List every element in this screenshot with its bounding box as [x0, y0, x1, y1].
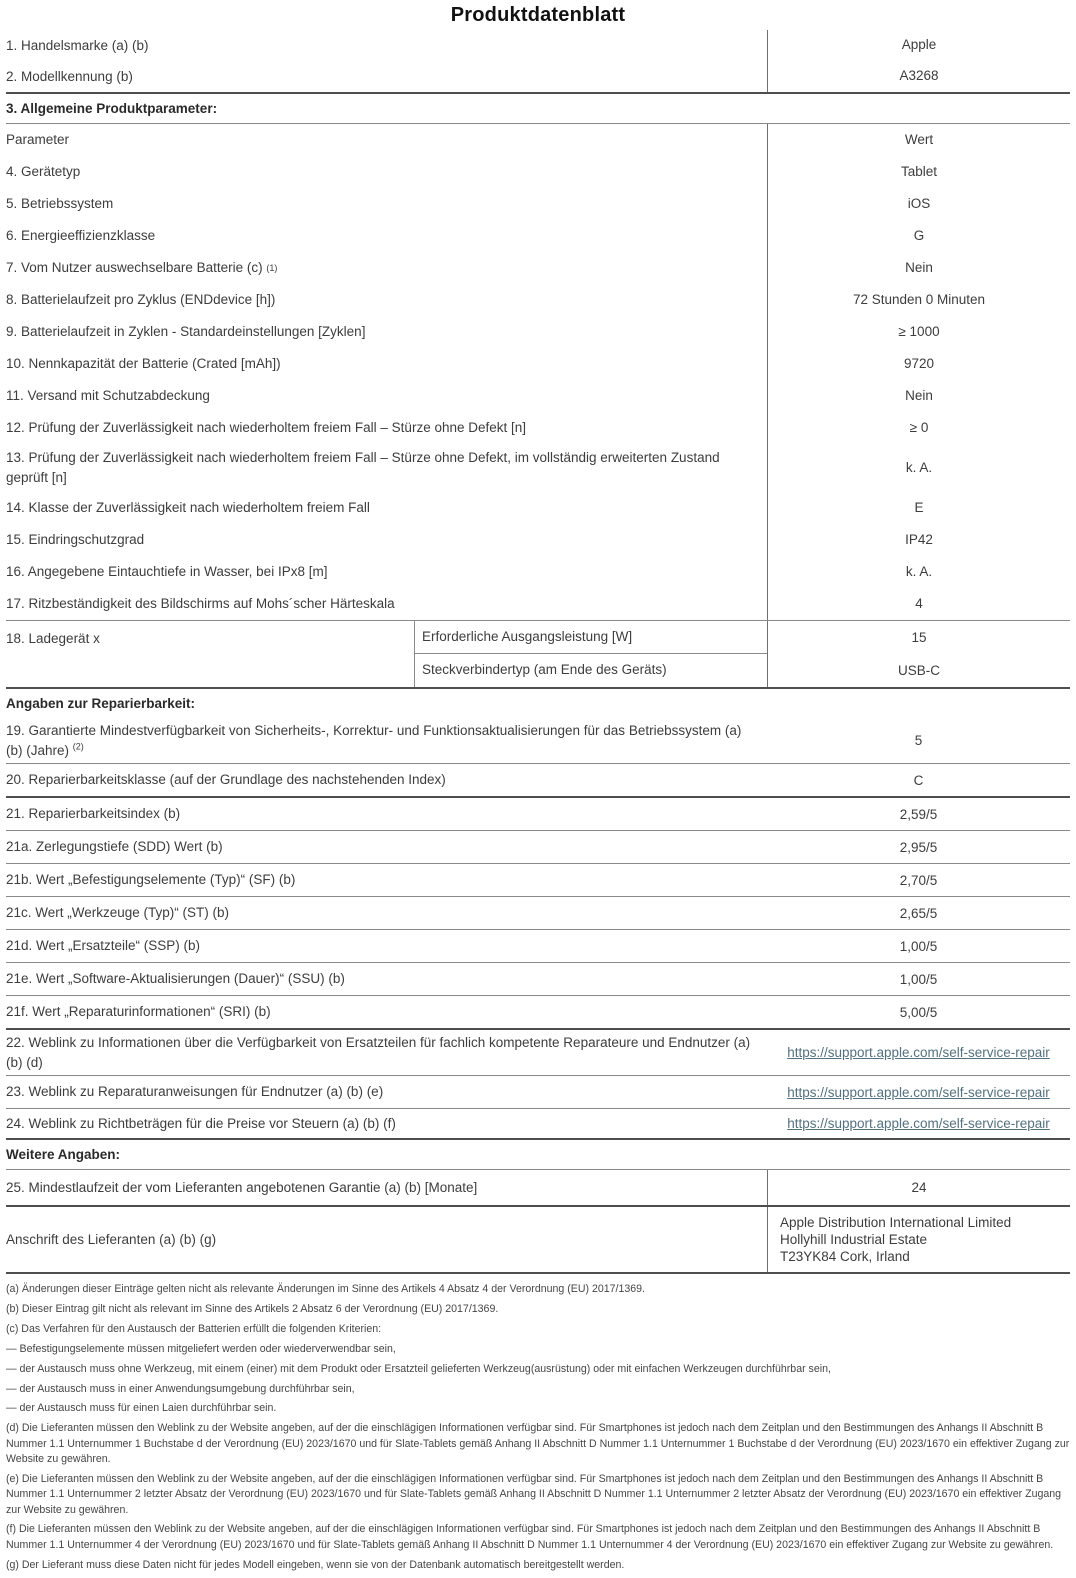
- row-label: 5. Betriebssystem: [6, 196, 114, 212]
- table-row: [6, 864, 1070, 897]
- table-row: [6, 930, 1070, 963]
- footnote: (g) Der Lieferant muss diese Daten nicht für jedes Modell eingeben, wenn sie von der Datenbank automatisch bereitgestellt werden.: [6, 1558, 625, 1571]
- row-label: 2. Modellkennung (b): [6, 68, 133, 84]
- row-value: iOS: [767, 188, 1070, 220]
- row-label: Anschrift des Lieferanten (a) (b) (g): [6, 1231, 217, 1247]
- table-row: [6, 718, 1070, 764]
- row-value: k. A.: [767, 444, 1070, 492]
- row-value: 5: [914, 733, 923, 749]
- footnotes: [6, 1274, 1070, 1573]
- footnote: (b) Dieser Eintrag gilt nicht als relevant im Sinne des Artikels 2 Absatz 6 der Verordnung (EU) 2017/1369.: [6, 1303, 499, 1316]
- row-label: 13. Prüfung der Zuverlässigkeit nach wiederholtem freiem Fall – Stürze ohne Defekt, im vollständig erweiterten Zustand geprüft [n]: [6, 450, 720, 485]
- row-label: 18. Ladegerät x: [6, 631, 100, 646]
- row-value: 72 Stunden 0 Minuten: [767, 284, 1070, 316]
- table-row: [6, 61, 1070, 92]
- column-header-parameter: Parameter: [6, 132, 70, 148]
- row-label: 8. Batterielaufzeit pro Zyklus (ENDdevice [h]): [6, 292, 276, 308]
- row-label: 6. Energieeffizienzklasse: [6, 228, 156, 244]
- table-row: [6, 492, 1070, 524]
- supplier-address-line: T23YK84 Cork, Irland: [780, 1249, 910, 1265]
- footnote: — der Austausch muss für einen Laien durchführbar sein.: [6, 1402, 277, 1415]
- row-label: Steckverbindertyp (am Ende des Geräts): [422, 662, 667, 678]
- table-row: [6, 798, 1070, 831]
- row-label: 17. Ritzbeständigkeit des Bildschirms auf Mohs´scher Härteskala: [6, 596, 395, 612]
- row-label: 22. Weblink zu Informationen über die Verfügbarkeit von Ersatzteilen für fachlich kompetente Reparateure und Endnutzer (a) (b) (d): [6, 1035, 751, 1070]
- row-value: A3268: [767, 61, 1070, 92]
- row-value: [767, 1116, 1070, 1131]
- section-heading-general-parameters: 3. Allgemeine Produktparameter:: [6, 94, 1070, 124]
- table-row: [6, 444, 1070, 492]
- table-row: [6, 1076, 1070, 1109]
- row-label: 23. Weblink zu Reparaturanweisungen für Endnutzer (a) (b) (e): [6, 1084, 384, 1100]
- row-value: 5,00/5: [899, 1004, 938, 1020]
- table-row: [6, 764, 1070, 798]
- section-heading-further-information: Weitere Angaben:: [6, 1140, 1070, 1170]
- row-label: [6, 718, 767, 763]
- row-value: USB-C: [897, 663, 940, 678]
- row-value: 24: [767, 1170, 1070, 1205]
- table-row: [6, 156, 1070, 188]
- row-label-text: 19. Garantierte Mindestverfügbarkeit von Sicherheits-, Korrektur- und Funktionsaktualisierungen für das Betriebssystem (a) (b) (Jahre): [6, 723, 742, 758]
- table-row: [6, 524, 1070, 556]
- table-row: [6, 1170, 1070, 1207]
- row-label: 21d. Wert „Ersatzteile“ (SSP) (b): [6, 938, 201, 954]
- charger-row: [6, 620, 1070, 689]
- row-value: 2,59/5: [899, 806, 938, 822]
- section-heading-repairability: Angaben zur Reparierbarkeit:: [6, 696, 196, 711]
- row-label: 21f. Wert „Reparaturinformationen“ (SRI) (b): [6, 1004, 271, 1020]
- supplier-address: [767, 1207, 1070, 1272]
- row-value: E: [767, 492, 1070, 524]
- row-label: 16. Angegebene Eintauchtiefe in Wasser, bei IPx8 [m]: [6, 564, 328, 580]
- row-label: 4. Gerätetyp: [6, 164, 81, 180]
- row-value: Tablet: [767, 156, 1070, 188]
- row-value: 1,00/5: [899, 938, 938, 954]
- row-label: 24. Weblink zu Richtbeträgen für die Preise vor Steuern (a) (b) (f): [6, 1115, 396, 1131]
- repair-instructions-weblink[interactable]: https://support.apple.com/self-service-repair: [787, 1084, 1050, 1100]
- footnote-marker: (2): [72, 741, 84, 752]
- brand-model-block: [6, 30, 1070, 94]
- table-row: [6, 897, 1070, 930]
- row-label: 14. Klasse der Zuverlässigkeit nach wiederholtem freiem Fall: [6, 500, 370, 516]
- general-parameters-block: [6, 124, 1070, 689]
- footnote: — Befestigungselemente müssen mitgeliefert werden oder wiederverwendbar sein,: [6, 1342, 396, 1355]
- table-row: [6, 1030, 1070, 1076]
- row-label: 1. Handelsmarke (a) (b): [6, 37, 149, 53]
- row-label: 21. Reparierbarkeitsindex (b): [6, 806, 181, 822]
- price-guide-weblink[interactable]: https://support.apple.com/self-service-repair: [787, 1116, 1050, 1132]
- row-value: 4: [767, 588, 1070, 620]
- table-row: [6, 412, 1070, 444]
- row-value: Nein: [767, 252, 1070, 284]
- table-row: [6, 1207, 1070, 1274]
- footnote: — der Austausch muss in einer Anwendungsumgebung durchführbar sein,: [6, 1382, 355, 1395]
- row-label: Erforderliche Ausgangsleistung [W]: [415, 621, 767, 654]
- table-row: [6, 1109, 1070, 1140]
- row-value: 15: [911, 630, 927, 645]
- table-row: [6, 556, 1070, 588]
- row-label: 15. Eindringschutzgrad: [6, 532, 145, 548]
- supplier-address-line: Hollyhill Industrial Estate: [780, 1232, 928, 1248]
- footnote: (d) Die Lieferanten müssen den Weblink zu der Website angeben, auf der die einschlägigen Informationen verfügbar sind. Für Smartphones ist jedoch nach dem Zeitplan und den Bestimmungen des Anhangs II Abschnitt B Nummer 1.1 Unternummer 1 Buchstabe d der Verordnung (EU) 2023/1670 und für Slate-Tablets gemäß Anhang II Abschnitt D Nummer 1.1 Unternummer 1 Buchstabe d der Verordnung (EU) 2023/1670 ein effektiver Zugang zur Website zu gewähren.: [6, 1422, 1070, 1465]
- row-value: [767, 1085, 1070, 1100]
- table-row: [6, 124, 1070, 156]
- table-row: [6, 996, 1070, 1030]
- row-value: 2,70/5: [899, 872, 938, 888]
- footnote: (c) Das Verfahren für den Austausch der Batterien erfüllt die folgenden Kriterien:: [6, 1322, 382, 1335]
- table-row: [6, 380, 1070, 412]
- row-label: 21c. Wert „Werkzeuge (Typ)“ (ST) (b): [6, 905, 230, 921]
- row-label: 11. Versand mit Schutzabdeckung: [6, 388, 210, 404]
- charger-sub-values: [767, 621, 1070, 687]
- footnote: (e) Die Lieferanten müssen den Weblink zu der Website angeben, auf der die einschlägigen Informationen verfügbar sind. Für Smartphones ist jedoch nach dem Zeitplan und den Bestimmungen des Anhangs II Abschnitt B Nummer 1.1 Unternummer 2 letzter Absatz der Verordnung (EU) 2023/1670 und für Slate-Tablets gemäß Anhang II Abschnitt D Nummer 1.1 Unternummer 2 letzter Absatz der Verordnung (EU) 2023/1670 ein effektiver Zugang zur Website zu gewähren.: [6, 1472, 1062, 1516]
- table-row: [6, 188, 1070, 220]
- further-information-block: [6, 1170, 1070, 1274]
- spare-parts-weblink[interactable]: https://support.apple.com/self-service-repair: [787, 1045, 1050, 1061]
- supplier-address-line: Apple Distribution International Limited: [780, 1215, 1012, 1231]
- footnote: (f) Die Lieferanten müssen den Weblink zu der Website angeben, auf der die einschlägigen Informationen verfügbar sind. Für Smartphones ist jedoch nach dem Zeitplan und den Bestimmungen des Anhangs II Abschnitt B Nummer 1.1 Unternummer 4 der Verordnung (EU) 2023/1670 und für Slate-Tablets gemäß Anhang II Abschnitt D Nummer 1.1 Unternummer 4 der Verordnung (EU) 2023/1670 ein effektiver Zugang zur Website zu gewähren.: [6, 1523, 1054, 1551]
- footnote: — der Austausch muss ohne Werkzeug, mit einem (einer) mit dem Produkt oder Ersatzteil gelieferten Werkzeug(ausrüstung) oder mit einfachen Werkzeugen durchführbar sein,: [6, 1362, 831, 1375]
- row-value: 1,00/5: [899, 971, 938, 987]
- repairability-block: [6, 718, 1070, 1140]
- table-row: [6, 30, 1070, 61]
- footnote: (a) Änderungen dieser Einträge gelten nicht als relevante Änderungen im Sinne des Artikels 4 Absatz 4 der Verordnung (EU) 2017/1369.: [6, 1283, 645, 1296]
- row-label: 12. Prüfung der Zuverlässigkeit nach wiederholtem freiem Fall – Stürze ohne Defekt [n]: [6, 420, 527, 436]
- row-value: ≥ 0: [767, 412, 1070, 444]
- table-row: [6, 316, 1070, 348]
- row-value: k. A.: [767, 556, 1070, 588]
- row-label: 20. Reparierbarkeitsklasse (auf der Grundlage des nachstehenden Index): [6, 772, 446, 788]
- row-value: ≥ 1000: [767, 316, 1070, 348]
- row-label: 21a. Zerlegungstiefe (SDD) Wert (b): [6, 839, 223, 855]
- page-title: Produktdatenblatt: [450, 4, 626, 26]
- column-header-value: Wert: [767, 124, 1070, 156]
- row-value: C: [913, 772, 924, 788]
- row-value: IP42: [767, 524, 1070, 556]
- row-value: 9720: [767, 348, 1070, 380]
- row-label: 21e. Wert „Software-Aktualisierungen (Dauer)“ (SSU) (b): [6, 971, 345, 987]
- table-row: [6, 831, 1070, 864]
- row-label: 10. Nennkapazität der Batterie (Crated [mAh]): [6, 356, 281, 372]
- row-value: 2,95/5: [899, 839, 938, 855]
- row-value: 2,65/5: [899, 905, 938, 921]
- row-value: Nein: [767, 380, 1070, 412]
- row-label: 9. Batterielaufzeit in Zyklen - Standardeinstellungen [Zyklen]: [6, 324, 366, 340]
- row-value: G: [767, 220, 1070, 252]
- table-row: [6, 348, 1070, 380]
- row-label: 7. Vom Nutzer auswechselbare Batterie (c) (1): [6, 252, 767, 284]
- row-label: 21b. Wert „Befestigungselemente (Typ)“ (SF) (b): [6, 872, 296, 888]
- table-row: [6, 220, 1070, 252]
- table-row: [6, 252, 1070, 284]
- row-label-text: 7. Vom Nutzer auswechselbare Batterie (c): [6, 260, 263, 276]
- row-value: [767, 1045, 1070, 1060]
- row-label: 25. Mindestlaufzeit der vom Lieferanten angebotenen Garantie (a) (b) [Monate]: [6, 1179, 478, 1195]
- charger-sub-labels: [414, 621, 767, 687]
- table-row: [6, 588, 1070, 620]
- table-row: [6, 284, 1070, 316]
- row-value: Apple: [767, 30, 1070, 61]
- table-row: [6, 963, 1070, 996]
